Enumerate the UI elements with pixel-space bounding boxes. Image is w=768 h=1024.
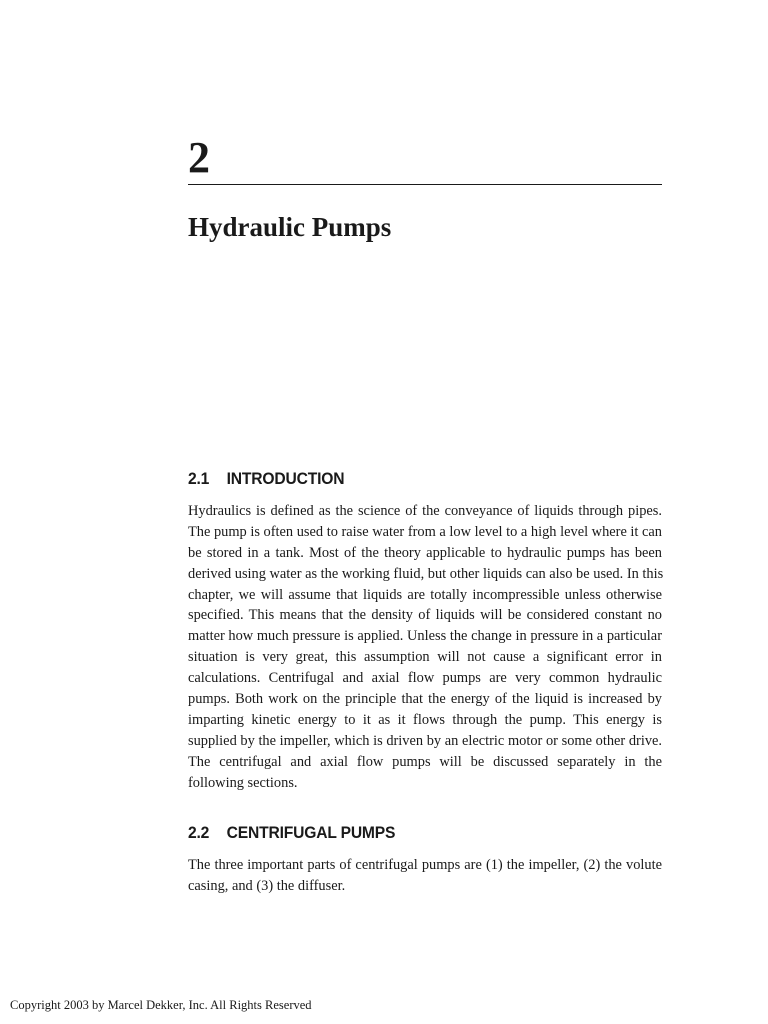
paragraph-line: matter how much pressure is applied. Unless the change in pressure in a particular bbox=[188, 628, 662, 645]
section-heading-introduction bbox=[188, 468, 344, 490]
paragraph-line: chapter, we will assume that liquids are totally incompressible unless otherwise bbox=[188, 586, 662, 603]
paragraph-line: The centrifugal and axial flow pumps will be discussed separately in the bbox=[188, 753, 662, 770]
paragraph-line: derived using water as the working fluid, but other liquids can also be used. In this bbox=[188, 565, 664, 582]
section-heading-centrifugal-pumps bbox=[188, 822, 395, 844]
paragraph-line: Hydraulics is defined as the science of the conveyance of liquids through pipes. bbox=[188, 503, 662, 519]
chapter-number: 2 bbox=[188, 133, 210, 182]
paragraph-line: following sections. bbox=[188, 774, 298, 791]
chapter-divider bbox=[188, 184, 662, 185]
paragraph-line: The three important parts of centrifugal pumps are (1) the impeller, (2) the volute bbox=[188, 857, 662, 873]
introduction-paragraph bbox=[188, 501, 662, 793]
section-title: CENTRIFUGAL PUMPS bbox=[226, 823, 396, 842]
chapter-title: Hydraulic Pumps bbox=[188, 212, 392, 242]
paragraph-line: specified. This means that the density of liquids will be considered constant no bbox=[188, 607, 662, 624]
paragraph-line: pumps. Both work on the principle that the energy of the liquid is increased by bbox=[188, 691, 662, 708]
section-number: 2.2 bbox=[188, 823, 210, 842]
paragraph-line: be stored in a tank. Most of the theory applicable to hydraulic pumps has been bbox=[188, 544, 662, 561]
section-title: INTRODUCTION bbox=[226, 469, 345, 488]
centrifugal-paragraph bbox=[188, 855, 662, 897]
paragraph-line: supplied by the impeller, which is driven by an electric motor or some other drive. bbox=[188, 732, 662, 749]
section-number: 2.1 bbox=[188, 469, 210, 488]
paragraph-line: calculations. Centrifugal and axial flow pumps are very common hydraulic bbox=[188, 670, 662, 687]
paragraph-line: situation is very great, this assumption will not cause a significant error in bbox=[188, 649, 662, 666]
paragraph-line: imparting kinetic energy to it as it flows through the pump. This energy is bbox=[188, 711, 662, 728]
paragraph-line: casing, and (3) the diffuser. bbox=[188, 877, 346, 894]
copyright-notice: Copyright 2003 by Marcel Dekker, Inc. All Rights Reserved bbox=[10, 998, 312, 1012]
paragraph-line: The pump is often used to raise water from a low level to a high level where it can bbox=[188, 523, 662, 540]
